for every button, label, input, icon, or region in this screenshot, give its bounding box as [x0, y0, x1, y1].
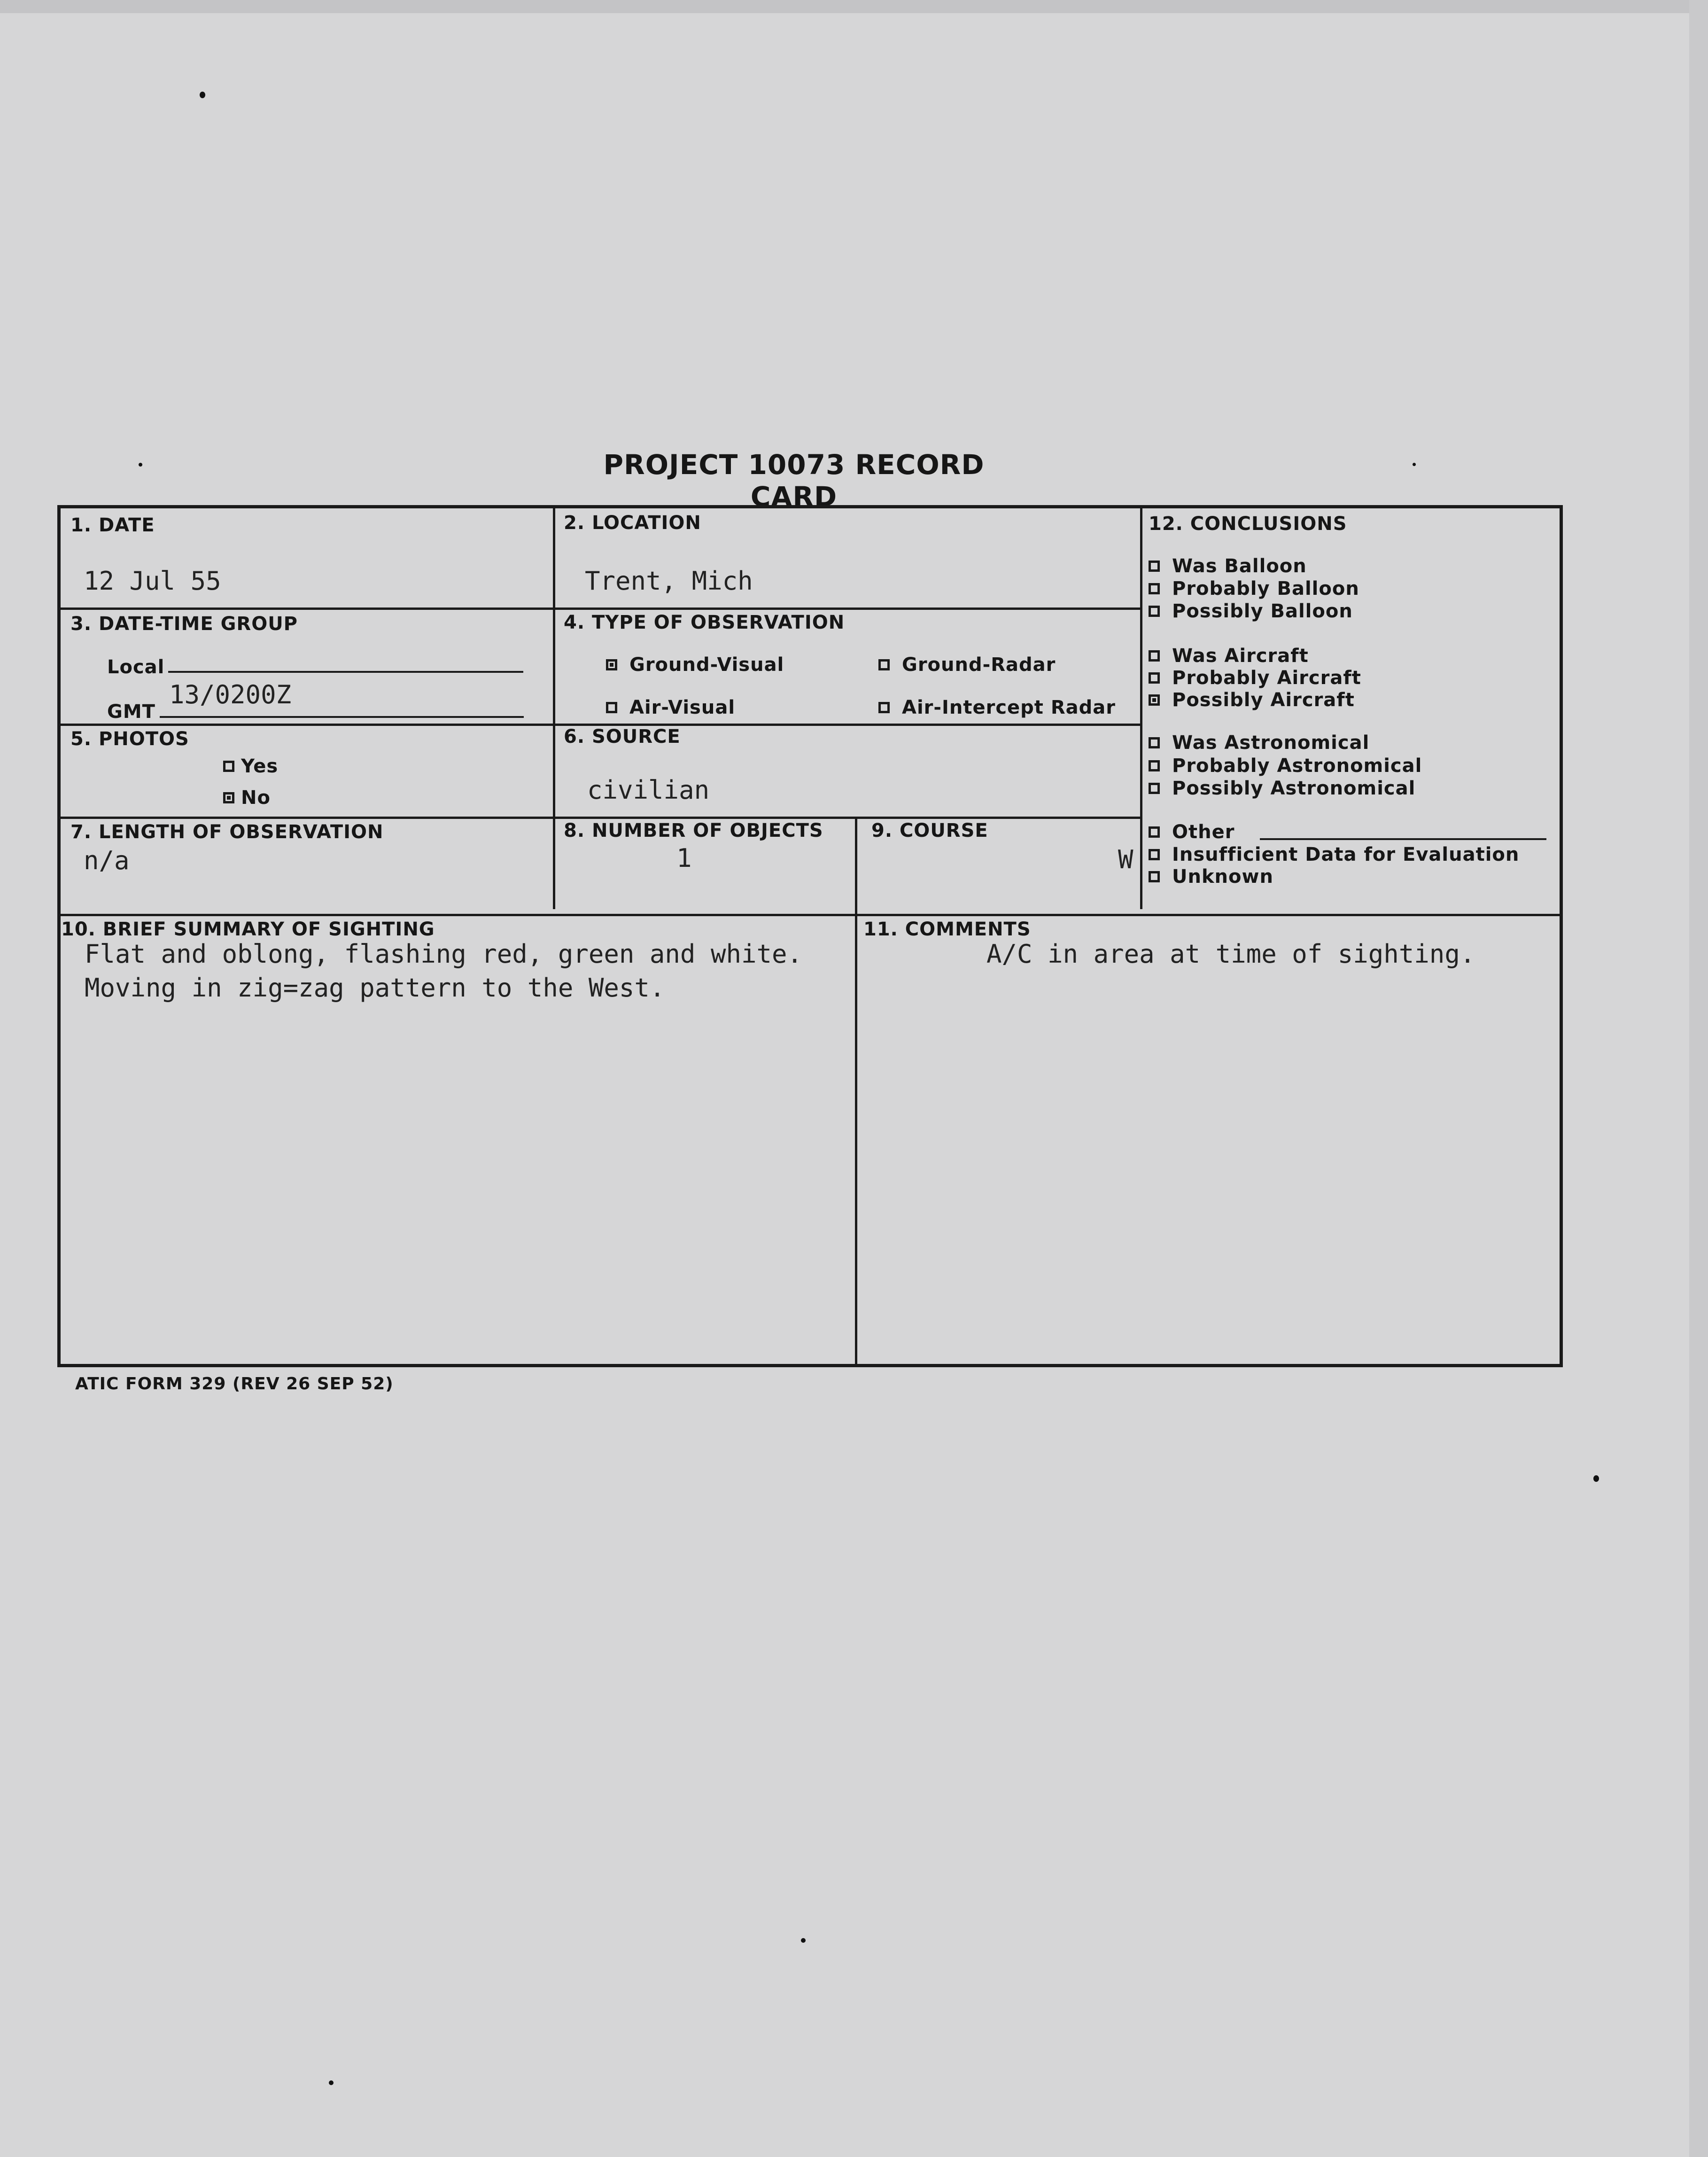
conclusion-other[interactable]	[1149, 821, 1234, 843]
summary-label: 10. BRIEF SUMMARY OF SIGHTING	[61, 919, 435, 940]
date-time-group-label: 3. DATE-TIME GROUP	[70, 613, 298, 635]
divider	[59, 817, 1141, 819]
checkbox-was-astronomical[interactable]	[1149, 737, 1160, 748]
gmt-label: GMT	[107, 701, 155, 723]
course-value: W	[1118, 845, 1133, 874]
option-air-intercept-radar[interactable]	[878, 697, 1116, 718]
scan-speck	[200, 92, 205, 98]
number-of-objects-label: 8. NUMBER OF OBJECTS	[564, 820, 823, 841]
conclusion-unknown[interactable]	[1149, 866, 1273, 888]
conclusion-label: Possibly Aircraft	[1172, 689, 1355, 711]
scan-edge-right	[1689, 0, 1708, 2157]
conclusion-probably-balloon[interactable]	[1149, 578, 1359, 600]
conclusion-label: Possibly Astronomical	[1172, 778, 1416, 799]
date-label: 1. DATE	[70, 514, 155, 536]
scan-speck	[1593, 1475, 1599, 1482]
scan-speck	[801, 1938, 806, 1943]
checkbox-photos-no[interactable]	[223, 792, 234, 803]
conclusion-probably-astronomical[interactable]	[1149, 755, 1422, 777]
checkbox-possibly-astronomical[interactable]	[1149, 783, 1160, 794]
conclusions-label: 12. CONCLUSIONS	[1149, 513, 1347, 535]
source-label: 6. SOURCE	[564, 726, 681, 748]
option-label: Ground-Visual	[629, 654, 784, 676]
conclusion-possibly-aircraft[interactable]	[1149, 689, 1355, 711]
course-label: 9. COURSE	[871, 820, 988, 841]
location-label: 2. LOCATION	[564, 512, 701, 534]
conclusion-label: Unknown	[1172, 866, 1273, 888]
number-of-objects-value: 1	[676, 843, 692, 873]
option-label: Air-Visual	[629, 697, 736, 718]
checkbox-probably-astronomical[interactable]	[1149, 760, 1160, 771]
length-of-observation-value: n/a	[84, 846, 130, 875]
checkbox-other[interactable]	[1149, 826, 1160, 838]
checkbox-possibly-balloon[interactable]	[1149, 606, 1160, 617]
conclusion-probably-aircraft[interactable]	[1149, 667, 1361, 689]
conclusion-label: Possibly Balloon	[1172, 600, 1353, 622]
option-label: No	[241, 787, 271, 809]
conclusion-label: Insufficient Data for Evaluation	[1172, 844, 1520, 865]
scan-speck	[1413, 463, 1416, 466]
comments-text: A/C in area at time of sighting.	[986, 939, 1475, 969]
photos-label: 5. PHOTOS	[70, 728, 189, 750]
conclusion-label: Probably Astronomical	[1172, 755, 1422, 777]
option-ground-visual[interactable]	[606, 654, 784, 676]
local-time-line	[168, 671, 523, 673]
divider	[855, 818, 857, 1365]
summary-line: Flat and oblong, flashing red, green and white.	[85, 939, 803, 969]
checkbox-probably-aircraft[interactable]	[1149, 672, 1160, 684]
local-time-label: Local	[107, 656, 165, 678]
checkbox-possibly-aircraft[interactable]	[1149, 694, 1160, 706]
conclusion-was-aircraft[interactable]	[1149, 645, 1309, 667]
checkbox-ground-radar[interactable]	[878, 659, 890, 670]
scan-speck	[139, 463, 142, 467]
conclusion-label: Was Aircraft	[1172, 645, 1309, 667]
summary-text	[85, 937, 864, 1005]
conclusion-was-balloon[interactable]	[1149, 555, 1307, 577]
other-line	[1260, 838, 1546, 840]
option-label: Yes	[241, 755, 279, 777]
summary-line: Moving in zig=zag pattern to the West.	[85, 973, 665, 1003]
scan-speck	[329, 2080, 334, 2085]
divider	[59, 914, 1561, 916]
checkbox-insufficient-data[interactable]	[1149, 849, 1160, 860]
conclusion-label: Probably Aircraft	[1172, 667, 1361, 689]
page-title: PROJECT 10073 RECORD CARD	[603, 449, 985, 513]
date-value: 12 Jul 55	[84, 566, 221, 596]
option-label: Air-Intercept Radar	[902, 697, 1116, 718]
gmt-value: 13/0200Z	[169, 680, 292, 709]
checkbox-air-intercept-radar[interactable]	[878, 702, 890, 713]
conclusion-label: Was Astronomical	[1172, 732, 1370, 754]
comments-label: 11. COMMENTS	[863, 919, 1031, 940]
checkbox-probably-balloon[interactable]	[1149, 583, 1160, 594]
option-ground-radar[interactable]	[878, 654, 1056, 676]
option-photos-yes[interactable]	[223, 755, 278, 777]
option-label: Ground-Radar	[902, 654, 1056, 676]
scan-edge-top	[0, 0, 1708, 13]
conclusion-insufficient-data[interactable]	[1149, 844, 1519, 865]
location-value: Trent, Mich	[585, 566, 753, 596]
conclusion-was-astronomical[interactable]	[1149, 732, 1369, 754]
option-air-visual[interactable]	[606, 697, 735, 718]
form-footer: ATIC FORM 329 (REV 26 SEP 52)	[75, 1374, 394, 1394]
gmt-line	[160, 716, 524, 718]
checkbox-ground-visual[interactable]	[606, 659, 617, 670]
option-photos-no[interactable]	[223, 787, 271, 809]
divider	[553, 507, 555, 909]
checkbox-unknown[interactable]	[1149, 871, 1160, 882]
observation-type-label: 4. TYPE OF OBSERVATION	[564, 612, 845, 633]
conclusion-possibly-balloon[interactable]	[1149, 600, 1353, 622]
checkbox-was-balloon[interactable]	[1149, 561, 1160, 572]
divider	[59, 607, 1141, 610]
checkbox-photos-yes[interactable]	[223, 761, 234, 772]
conclusion-label: Probably Balloon	[1172, 578, 1359, 600]
conclusion-possibly-astronomical[interactable]	[1149, 778, 1415, 799]
checkbox-air-visual[interactable]	[606, 702, 617, 713]
length-of-observation-label: 7. LENGTH OF OBSERVATION	[70, 821, 384, 843]
source-value: civilian	[587, 775, 710, 805]
conclusion-label: Was Balloon	[1172, 555, 1307, 577]
conclusion-label: Other	[1172, 821, 1235, 843]
checkbox-was-aircraft[interactable]	[1149, 650, 1160, 662]
divider	[1140, 507, 1142, 909]
